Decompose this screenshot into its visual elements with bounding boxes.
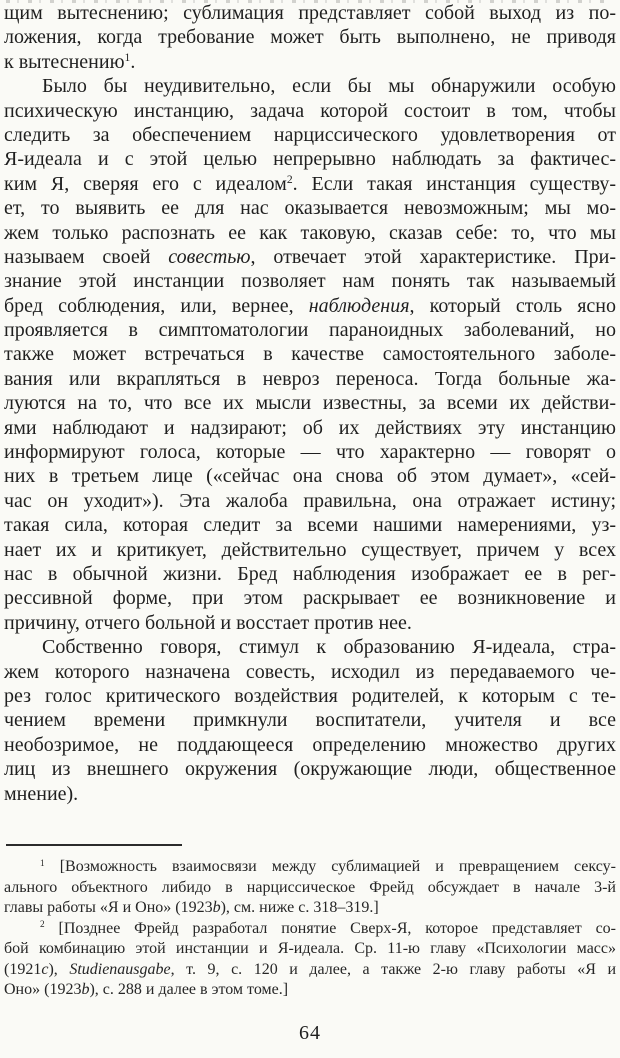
text-line: необозримое, не поддающееся определению множество других xyxy=(4,733,616,756)
text-line: лиц из внешнего окружения (окружающие люди, общественное xyxy=(4,758,616,781)
text-line: знание этой инстанции позволяет нам понять так называемый xyxy=(4,270,616,293)
text-line: рез голос критического воздействия родителей, к которым с те- xyxy=(4,684,616,707)
paragraph-2 xyxy=(4,74,616,635)
paragraph-3 xyxy=(4,635,616,806)
text-line: (1921c), Studienausgabe, т. 9, с. 120 и далее, а также 2-ю главу работы «Я и xyxy=(4,960,617,978)
text-line: $^2$ [Позднее Фрейд разработал понятие Сверх-Я, которое представляет со- xyxy=(40,919,616,937)
text-line: Собственно говоря, стимул к образованию Я-идеала, стра- xyxy=(42,636,616,659)
text-line: ет, то выявить ее для нас оказывается невозможным; мы мо- xyxy=(4,197,616,220)
text-line: нает их и критикует, действительно существует, причем у всех xyxy=(4,538,616,561)
text-line: луются на то, что все их мысли известны, за всеми их действи- xyxy=(4,392,616,415)
text-line: Оно» (1923b), с. 288 и далее в этом томе.] xyxy=(4,981,289,998)
text-line: ального объектного либидо в нарциссическое Фрейд обсуждает в начале 3-й xyxy=(4,878,616,896)
text-line: час он уходит»). Эта жалоба правильна, она отражает истину; xyxy=(4,489,616,512)
footnote-marker: 1 xyxy=(40,858,45,869)
text-line: бой комбинацию этой инстанции и Я-идеала. Ср. 11-ю главу «Психологии масс» xyxy=(4,940,616,957)
text-line: такая сила, которая следит за всеми нашими намерениями, уз- xyxy=(4,514,616,537)
text-line: называем своей совестью, отвечает этой характеристике. При- xyxy=(4,245,616,268)
text-line: них в третьем лице («сейчас она снова об этом думает», «сей- xyxy=(4,465,616,488)
text-line: мнение). xyxy=(4,782,79,805)
footnote-separator xyxy=(6,844,182,846)
text-line: к вытеснению$^1$. xyxy=(4,50,136,73)
text-line: нас в обычной жизни. Бред наблюдения изображает ее в рег- xyxy=(4,562,616,585)
text-line: ложения, когда требование может быть выполнено, не приводя xyxy=(4,26,616,49)
text-line: чением времени примкнули воспитатели, учителя и все xyxy=(4,709,616,732)
footnote-marker: 2 xyxy=(286,173,293,187)
text-line: главы работы «Я и Оно» (1923b), см. ниже с. 318–319.] xyxy=(4,899,379,916)
text-line: рессивной форме, при этом раскрывает ее возникновение и xyxy=(4,587,616,610)
footnote-2 xyxy=(4,919,616,1001)
text-line: Было бы неудивительно, если бы мы обнаружили особую xyxy=(42,75,616,98)
text-line: жем которого назначена совесть, исходил из передаваемого че- xyxy=(4,660,616,683)
text-line: ким Я, сверяя его с идеалом$^2$. Если такая инстанция существу- xyxy=(4,172,616,195)
text-line: бред соблюдения, или, вернее, наблюдения, который столь ясно xyxy=(4,294,616,317)
text-line: Я-идеала и с этой целью непрерывно наблюдать за фактичес- xyxy=(4,148,616,171)
footnote-1 xyxy=(4,857,616,919)
text-line: вания или вкрапляться в невроз переноса. Тогда больные жа- xyxy=(4,367,616,390)
text-line: щим вытеснению; сублимация представляет собой выход из по- xyxy=(4,2,616,24)
text-line: проявляется в симптоматологии параноидных заболеваний, но xyxy=(4,319,616,342)
text-line: также может встречаться в качестве самостоятельного заболе- xyxy=(4,343,616,366)
text-line: следить за обеспечением нарциссического удовлетворения от xyxy=(4,123,616,146)
text-line: психическую инстанцию, задача которой состоит в том, чтобы xyxy=(4,99,616,122)
text-line: причину, отчего больной и восстает против нее. xyxy=(4,611,412,634)
text-line: жем только распознать ее как таковую, сказав себе: то, что мы xyxy=(4,221,616,244)
footnote-marker: 1 xyxy=(124,51,131,65)
page-number: 64 xyxy=(299,1022,321,1044)
body-text xyxy=(4,1,616,806)
footnotes-block xyxy=(4,857,616,1001)
footnote-marker: 2 xyxy=(40,920,45,931)
text-line: $^1$ [Возможность взаимосвязи между сублимацией и превращением сексу- xyxy=(40,858,616,875)
text-line: информируют голоса, которые — что характерно — говорят о xyxy=(4,441,616,464)
text-line: ями наблюдают и надзирают; об их действиях эту инстанцию xyxy=(4,416,616,439)
paragraph-continuation xyxy=(4,1,616,74)
